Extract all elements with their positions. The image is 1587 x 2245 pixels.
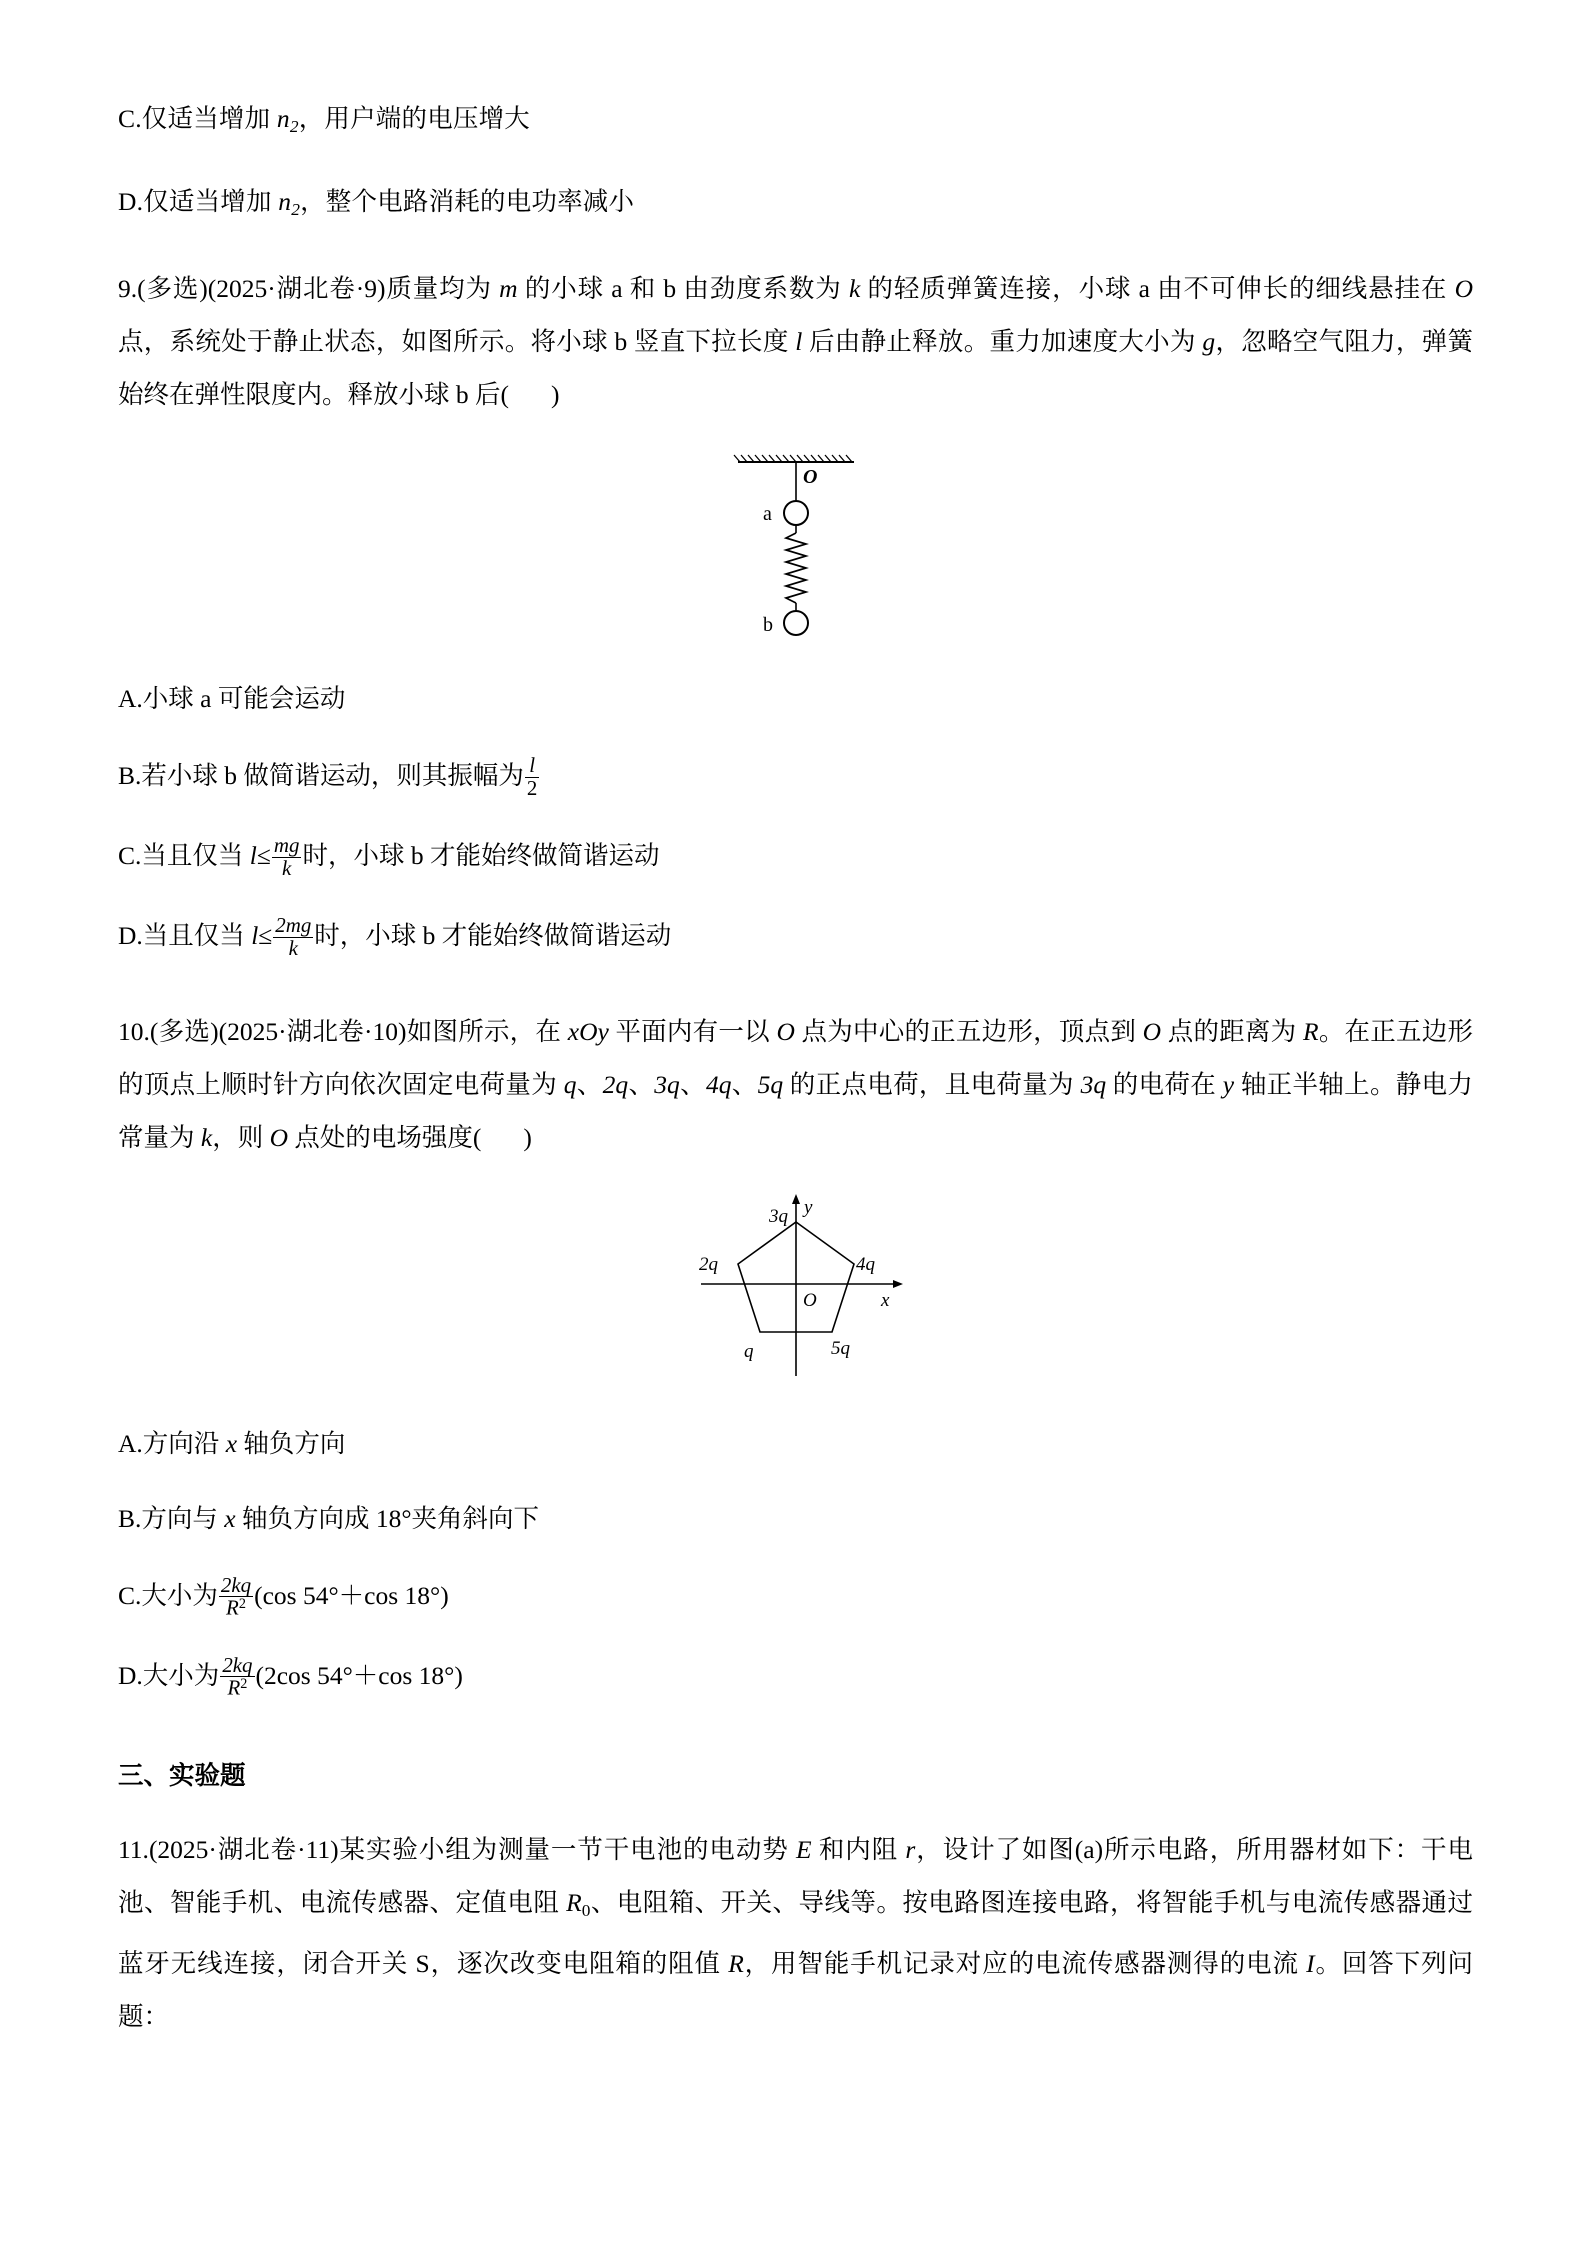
q10-var-R: R (1303, 1016, 1319, 1046)
q11-seg4: 、电阻箱、开关、导线等。按电路图连接电路，将智能手机与电流传感器通过蓝牙无线连接，闭合开关 S，逐次改变电阻箱的阻值 (118, 1887, 1473, 1978)
q11-var-E: E (795, 1834, 812, 1864)
q10-option-b-variable: x (224, 1503, 236, 1533)
spring-diagram-svg (706, 451, 886, 641)
q10-point-O-3: O (269, 1122, 289, 1152)
q9-stem-seg1: 质量均为 (385, 273, 500, 303)
q9-option-a-text: 小球 a 可能会运动 (142, 683, 346, 713)
q10-stem-seg10: 点处的电场强度( (288, 1122, 482, 1152)
q10-option-c-den-exponent: 2 (238, 1596, 246, 1613)
q10-option-c-den-base: R (226, 1595, 239, 1620)
q11-seg1: 某实验小组为测量一节干电池的电动势 (338, 1834, 796, 1864)
q10-option-d-numerator: 2kq (222, 1652, 253, 1677)
q10-option-c-text1: 大小为 (141, 1580, 218, 1610)
pentagon-label-4q: 4q (855, 1253, 875, 1275)
q10-option-d-fraction (220, 1652, 254, 1700)
q9-option-d-text1: 当且仅当 (142, 920, 252, 950)
q11-var-R: R (728, 1948, 744, 1978)
q9-option-d-relation: ≤ (258, 920, 273, 950)
q10-source: (2025·湖北卷·10) (218, 1016, 407, 1046)
pentagon-label-2q: 2q (698, 1253, 718, 1275)
q9-var-g: g (1202, 326, 1216, 356)
q10-stem-seg1: 如图所示，在 (406, 1016, 568, 1046)
q10-option-a-variable: x (225, 1428, 238, 1458)
pentagon-label-q: q (743, 1340, 753, 1362)
q9-option-a-prefix: A. (118, 683, 143, 713)
spring-label-a: a (762, 502, 772, 525)
q8-option-c-variable: n (276, 104, 290, 133)
q8-option-c-subscript: 2 (289, 116, 299, 136)
q9-option-d-denominator: k (288, 935, 298, 960)
pentagon-label-O: O (802, 1289, 817, 1311)
q10-option-b-prefix: B. (118, 1503, 142, 1533)
spring-label-O: O (802, 465, 817, 488)
q8-option-c (118, 92, 1473, 153)
q9-option-b-fraction (525, 755, 539, 799)
q9-var-m: m (499, 273, 518, 303)
q11-var-R0-subscript: 0 (581, 1900, 591, 1920)
q11-source: (2025·湖北卷·11) (148, 1834, 339, 1864)
q10-stem-seg6: 的正点电荷，且电荷量为 (783, 1069, 1081, 1099)
q10-charge-4: 4q (705, 1069, 732, 1099)
page-content (118, 92, 1473, 2043)
q10-option-d-denominator (220, 1677, 254, 1699)
question-10-stem: 10.(多选)(2025·湖北卷·10)如图所示，在 xOy 平面内有一以 O 点为中心的正五边形，顶点到 O 点的距离为 R。在正五边形的顶点上顺时针方向依次固定电荷量为 q、2q、3q、4q、5q 的正点电荷，且电荷量为 3q 的电荷在 y 轴正半轴上。静电力常量为 k，则 O 点处的电场强度( ) (118, 1016, 1473, 1152)
spring-label-b: b (762, 613, 773, 636)
q8-option-c-text2: ，用户端的电压增大 (298, 104, 531, 133)
pentagon-label-5q: 5q (830, 1337, 850, 1359)
pentagon-label-3q: 3q (768, 1205, 788, 1227)
q9-figure-spring-system (118, 451, 1473, 646)
q10-option-a-prefix: A. (118, 1428, 143, 1458)
q10-option-b-text2: 轴负方向成 18°夹角斜向下 (235, 1503, 540, 1533)
q10-stem-seg9: ，则 (212, 1122, 270, 1152)
q11-seg6: 。回答下列问题： (118, 1948, 1473, 2031)
q10-option-d-prefix: D. (118, 1660, 143, 1690)
q11-seg2: 和内阻 (811, 1834, 906, 1864)
q10-option-d-text2: (2cos 54°＋cos 18°) (255, 1660, 463, 1690)
q9-option-d-fraction (273, 915, 313, 959)
q10-option-d-text1: 大小为 (142, 1660, 220, 1690)
q10-option-d-den-exponent: 2 (240, 1676, 248, 1693)
q10-charge-3: 3q (654, 1069, 680, 1099)
q8-option-c-text1: 仅适当增加 (141, 104, 277, 133)
q9-stem-seg2: 的小球 a 和 b 由劲度系数为 (517, 273, 849, 303)
q9-multi-tag: (多选) (137, 273, 208, 303)
q10-stem-seg8: 轴正半轴上。静电力常量为 (118, 1069, 1473, 1152)
q9-stem-seg7: ) (551, 379, 560, 409)
q9-option-c-numerator: mg (273, 833, 300, 858)
q10-option-c-fraction (219, 1572, 253, 1620)
q9-option-c (118, 827, 1473, 885)
q10-option-b-text1: 方向与 (141, 1503, 225, 1533)
q9-option-c-text1: 当且仅当 (141, 840, 250, 870)
question-9-stem (118, 262, 1473, 421)
q9-option-c-variable: l (249, 840, 257, 870)
q10-multi-tag: (多选) (149, 1016, 219, 1046)
q10-number: 10. (118, 1016, 150, 1046)
q10-option-c-numerator: 2kq (220, 1572, 252, 1597)
q8-option-d-text2: ，整个电路消耗的电功率减小 (300, 186, 635, 216)
q10-charge-1: q (563, 1069, 577, 1099)
q9-option-b-numerator: l (525, 755, 539, 777)
q10-point-O-2: O (1142, 1016, 1162, 1046)
q8-option-c-prefix: C. (118, 104, 142, 133)
q9-var-l: l (795, 326, 803, 356)
q10-option-d-den-base: R (227, 1675, 241, 1700)
q9-option-b-prefix: B. (118, 760, 142, 790)
q9-option-c-fraction (272, 835, 302, 879)
q11-seg3: ，设计了如图(a)所示电路，所用器材如下：干电池、智能手机、电流传感器、定值电阻 (118, 1834, 1473, 1917)
q10-option-b (118, 1492, 1473, 1545)
q10-stem-seg2: 平面内有一以 (608, 1016, 777, 1046)
q11-var-I: I (1306, 1948, 1315, 1978)
q10-stem-seg7: 的电荷在 (1106, 1069, 1223, 1099)
q9-option-c-prefix: C. (118, 840, 142, 870)
q11-number: 11. (118, 1834, 149, 1864)
q9-option-d (118, 907, 1473, 965)
pentagon-diagram-svg (641, 1186, 951, 1386)
q10-stem-seg3: 点为中心的正五边形，顶点到 (794, 1016, 1143, 1046)
q10-stem-seg4: 点的距离为 (1161, 1016, 1303, 1046)
q9-stem-seg5: 后由静止释放。重力加速度大小为 (802, 326, 1203, 356)
q10-axis-y: y (1222, 1069, 1235, 1099)
q9-option-b-denominator: 2 (526, 775, 538, 800)
q9-option-b-text1: 若小球 b 做简谐运动，则其振幅为 (141, 760, 524, 790)
q8-option-d-subscript: 2 (291, 199, 301, 219)
q9-option-a (118, 672, 1473, 725)
q9-option-b (118, 747, 1473, 805)
q10-option-a-text1: 方向沿 (142, 1428, 226, 1458)
q10-figure-pentagon-charges (118, 1186, 1473, 1391)
q10-stem-seg5: 。在正五边形的顶点上顺时针方向依次固定电荷量为 (118, 1016, 1473, 1099)
q11-seg5: ，用智能手机记录对应的电流传感器测得的电流 (743, 1948, 1307, 1978)
q9-option-c-denominator: k (282, 855, 292, 880)
q10-point-O-1: O (776, 1016, 795, 1046)
q9-stem-seg4: 点，系统处于静止状态，如图所示。将小球 b 竖直下拉长度 (118, 326, 796, 356)
q10-option-c-prefix: C. (118, 1580, 142, 1610)
q10-plane-xOy: xOy (567, 1016, 609, 1046)
pentagon-axis-label-x: x (880, 1289, 889, 1311)
q10-option-d (118, 1647, 1473, 1705)
q10-charge-2: 2q (602, 1069, 629, 1099)
q10-charge-5: 5q (757, 1069, 784, 1099)
q9-option-c-text2: 时，小球 b 才能始终做简谐运动 (302, 840, 660, 870)
q9-stem-seg6: ，忽略空气阻力，弹簧始终在弹性限度内。释放小球 b 后( (118, 326, 1473, 409)
pentagon-axis-label-y: y (803, 1196, 812, 1218)
q10-option-a (118, 1417, 1473, 1470)
q9-option-d-numerator: 2mg (275, 913, 312, 938)
q9-number: 9. (118, 273, 138, 303)
q9-source: (2025·湖北卷·9) (207, 273, 386, 303)
question-11-stem (118, 1823, 1473, 2043)
q11-var-R0-base: R (566, 1887, 582, 1917)
q10-option-c-text2: (cos 54°＋cos 18°) (254, 1580, 449, 1610)
q8-option-d-variable: n (278, 186, 292, 216)
q9-option-d-text2: 时，小球 b 才能始终做简谐运动 (314, 920, 672, 950)
q9-var-k: k (848, 273, 861, 303)
q8-option-d-prefix: D. (118, 186, 144, 216)
q9-option-c-relation: ≤ (256, 840, 271, 870)
q9-point-O: O (1454, 273, 1473, 303)
q10-stem-seg11: ) (523, 1122, 532, 1152)
q9-option-d-variable: l (251, 920, 259, 950)
q10-const-k: k (200, 1122, 213, 1152)
q8-option-d (118, 175, 1473, 236)
q8-option-d-text1: 仅适当增加 (143, 186, 279, 216)
q9-stem-seg3: 的轻质弹簧连接，小球 a 由不可伸长的细线悬挂在 (860, 273, 1455, 303)
q10-option-c (118, 1567, 1473, 1625)
q10-option-c-denominator (219, 1597, 253, 1619)
q9-option-d-prefix: D. (118, 920, 143, 950)
q10-option-a-text2: 轴负方向 (237, 1428, 346, 1458)
section-heading-experiment: 三、实验题 (118, 1761, 246, 1790)
q10-charge-3q: 3q (1080, 1069, 1107, 1099)
q11-var-r: r (905, 1834, 916, 1864)
